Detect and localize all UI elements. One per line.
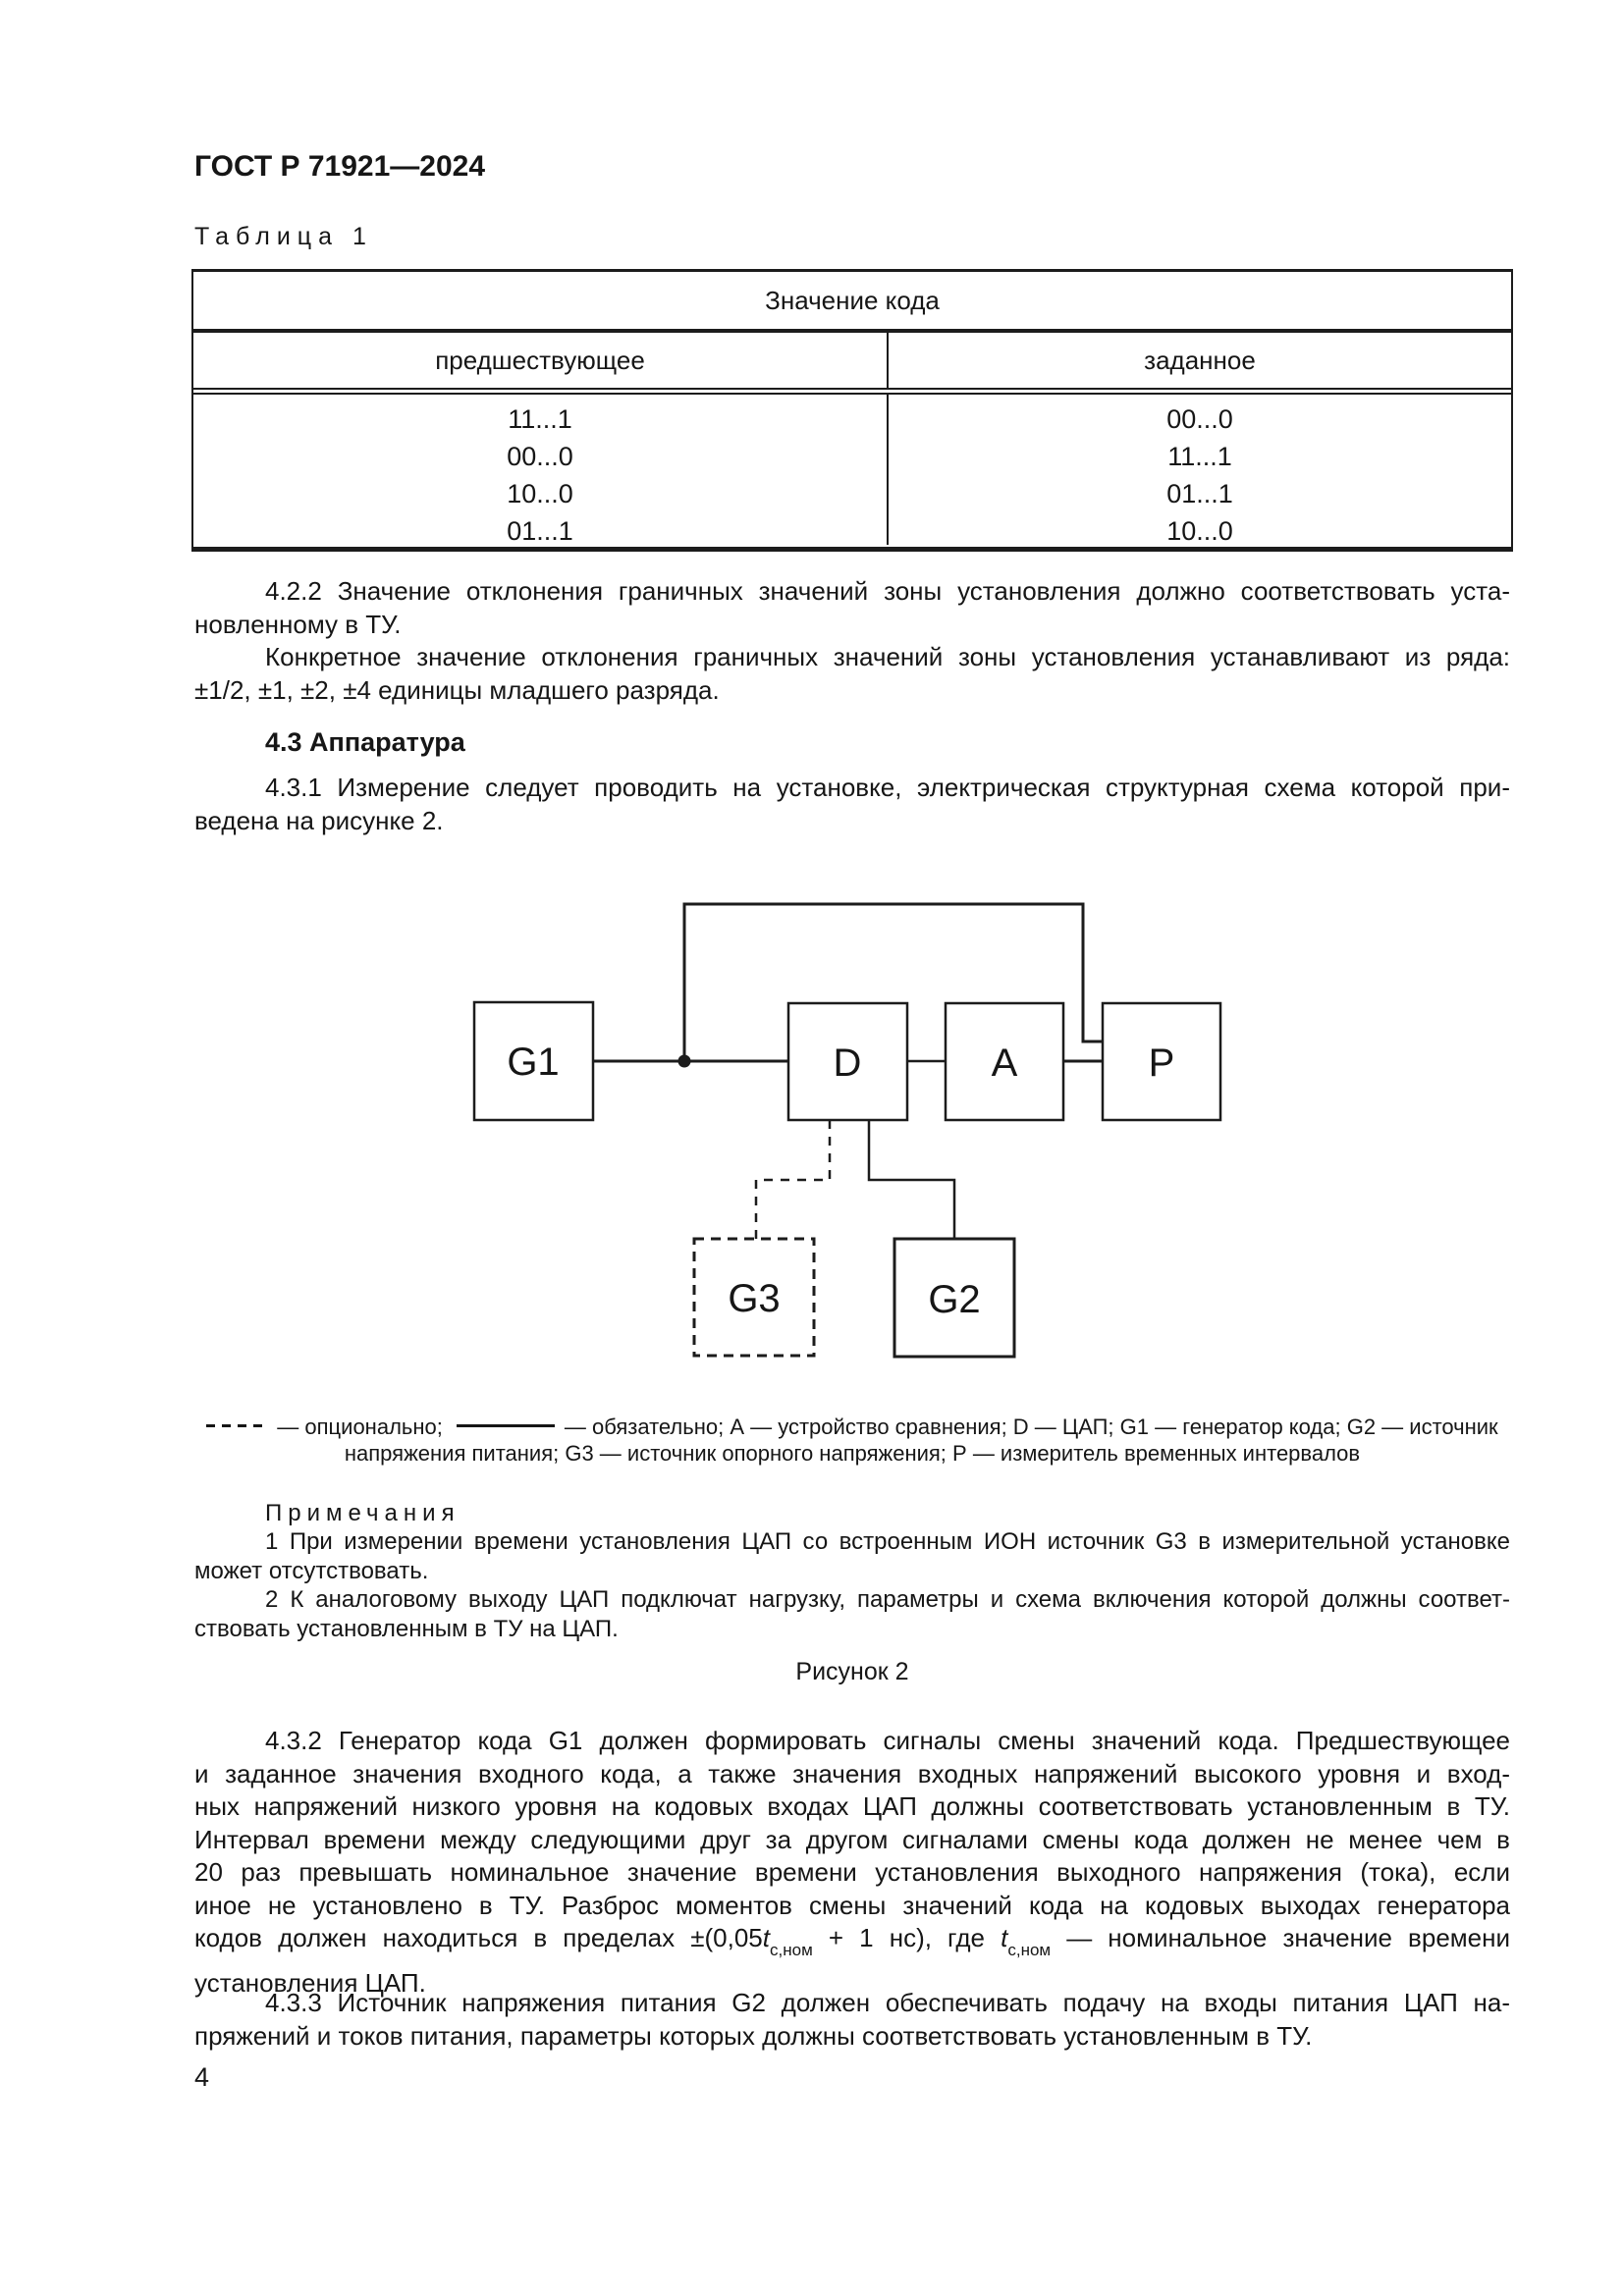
col-header-preceding: предшествующее xyxy=(193,333,889,388)
text-line: Конкретное значение отклонения граничных значений зоны установления устанавливают из ряда: xyxy=(265,642,1510,671)
table-header-code-value: Значение кода xyxy=(193,272,1511,333)
para-4-2-2 xyxy=(194,575,1510,707)
para-4-3-2 xyxy=(194,1725,1510,2000)
table-column-specified xyxy=(889,395,1511,545)
table-caption: Таблица 1 xyxy=(194,223,373,250)
table-cell: 10...0 xyxy=(507,479,573,508)
text-line: 20 раз превышать номинальное значение времени установления выходного напряжения (тока), если xyxy=(194,1857,1510,1887)
wire-d-g3-optional xyxy=(756,1120,830,1239)
label-g3: G3 xyxy=(728,1277,781,1320)
text-line: и заданное значения входного кода, а также значения входных напряжений высокого уровня и вход- xyxy=(194,1758,1510,1789)
text-line: может отсутствовать. xyxy=(194,1557,429,1584)
subscript-s-nom: с,ном xyxy=(1007,1941,1052,1959)
col-header-specified: заданное xyxy=(1144,345,1256,375)
text-line: ствовать установленным в ТУ на ЦАП. xyxy=(194,1615,619,1642)
text-line: новленному в ТУ. xyxy=(194,609,402,639)
label-g1: G1 xyxy=(507,1041,560,1084)
figure-2-diagram xyxy=(0,874,1624,1384)
text-segment: кодов должен находиться в пределах ±(0,05 xyxy=(194,1923,763,1952)
dashed-line-sample xyxy=(206,1424,267,1427)
wire-d-g2 xyxy=(869,1120,954,1239)
table-cell: 00...0 xyxy=(507,442,573,471)
text-line: иное не установлено в ТУ. Разброс моментов смены значений кода на кодовых выходах генератора xyxy=(194,1890,1510,1920)
text-line: Интервал времени между следующими друг за другом сигналами смены кода должен не менее чем в xyxy=(194,1824,1510,1854)
note-2 xyxy=(194,1585,1510,1643)
text-line-with-subscripts xyxy=(194,1922,1510,1967)
text-line: ведена на рисунке 2. xyxy=(194,805,444,835)
figure-number: Рисунок 2 xyxy=(795,1658,909,1685)
text-line: пряжений и токов питания, параметры которых должны соответствовать установленным в ТУ. xyxy=(194,2020,1313,2051)
text-line: 4.3.3 Источник напряжения питания G2 должен обеспечивать подачу на входы питания ЦАП на- xyxy=(265,1988,1510,2017)
solid-line-sample xyxy=(457,1424,555,1427)
variable-t: t xyxy=(1001,1923,1008,1952)
text-line: 4.3.2 Генератор кода G1 должен формировать сигналы смены значений кода. Предшествующее xyxy=(265,1726,1510,1755)
table-cell: 11...1 xyxy=(1167,442,1232,471)
table-cell: 01...1 xyxy=(1166,479,1233,508)
label-a: A xyxy=(991,1041,1018,1085)
text-line: установления ЦАП. xyxy=(194,1967,426,1998)
para-4-3-1 xyxy=(194,772,1510,837)
note-1 xyxy=(194,1527,1510,1585)
code-values-table xyxy=(191,269,1513,552)
table-cell: 00...0 xyxy=(1166,404,1233,434)
text-line: 4.3.1 Измерение следует проводить на установке, электрическая структурная схема которой при- xyxy=(265,773,1510,802)
text-segment: — номинальное значение времени xyxy=(1051,1923,1511,1952)
figure-legend-line2: напряжения питания; G3 — источник опорного напряжения; Р — измеритель временных интервалов xyxy=(344,1441,1361,1466)
table-cell: 10...0 xyxy=(1166,516,1233,546)
subscript-s-nom: с,ном xyxy=(770,1941,813,1959)
table-subheader-row xyxy=(193,333,1511,395)
table-body xyxy=(193,395,1511,545)
table-column-preceding xyxy=(193,395,889,545)
page-number: 4 xyxy=(194,2062,210,2092)
figure-legend xyxy=(194,1414,1510,1467)
legend-mandatory-label: — обязательно; А — устройство сравнения; D — ЦАП; G1 — генератор кода; G2 — источник xyxy=(564,1415,1498,1439)
table-cell: 11...1 xyxy=(508,404,572,434)
legend-optional-label: — опционально; xyxy=(277,1415,443,1439)
heading-4-3: 4.3 Аппаратура xyxy=(265,727,465,757)
text-line: ных напряжений низкого уровня на кодовых входах ЦАП должны соответствовать установленным в ТУ. xyxy=(194,1791,1510,1821)
label-d: D xyxy=(833,1041,862,1085)
text-line: 2 К аналоговому выходу ЦАП подключат нагрузку, параметры и схема включения которой должны соответ- xyxy=(265,1586,1510,1613)
variable-t: t xyxy=(762,1923,770,1952)
junction-dot xyxy=(678,1055,691,1068)
label-p: P xyxy=(1148,1041,1175,1085)
para-4-3-3 xyxy=(194,1987,1510,2053)
text-line: ±1/2, ±1, ±2, ±4 единицы младшего разряда. xyxy=(194,674,720,705)
label-g2: G2 xyxy=(928,1278,981,1321)
notes-heading: Примечания xyxy=(265,1500,460,1526)
text-line: 4.2.2 Значение отклонения граничных значений зоны установления должно соответствовать уста- xyxy=(265,576,1510,606)
text-line: 1 При измерении времени установления ЦАП со встроенным ИОН источник G3 в измерительной установке xyxy=(265,1528,1510,1555)
standard-code: ГОСТ Р 71921—2024 xyxy=(194,150,486,183)
text-segment: + 1 нс), где xyxy=(812,1923,1001,1952)
figure-legend-line1 xyxy=(194,1414,1510,1440)
table-cell: 01...1 xyxy=(507,516,573,546)
